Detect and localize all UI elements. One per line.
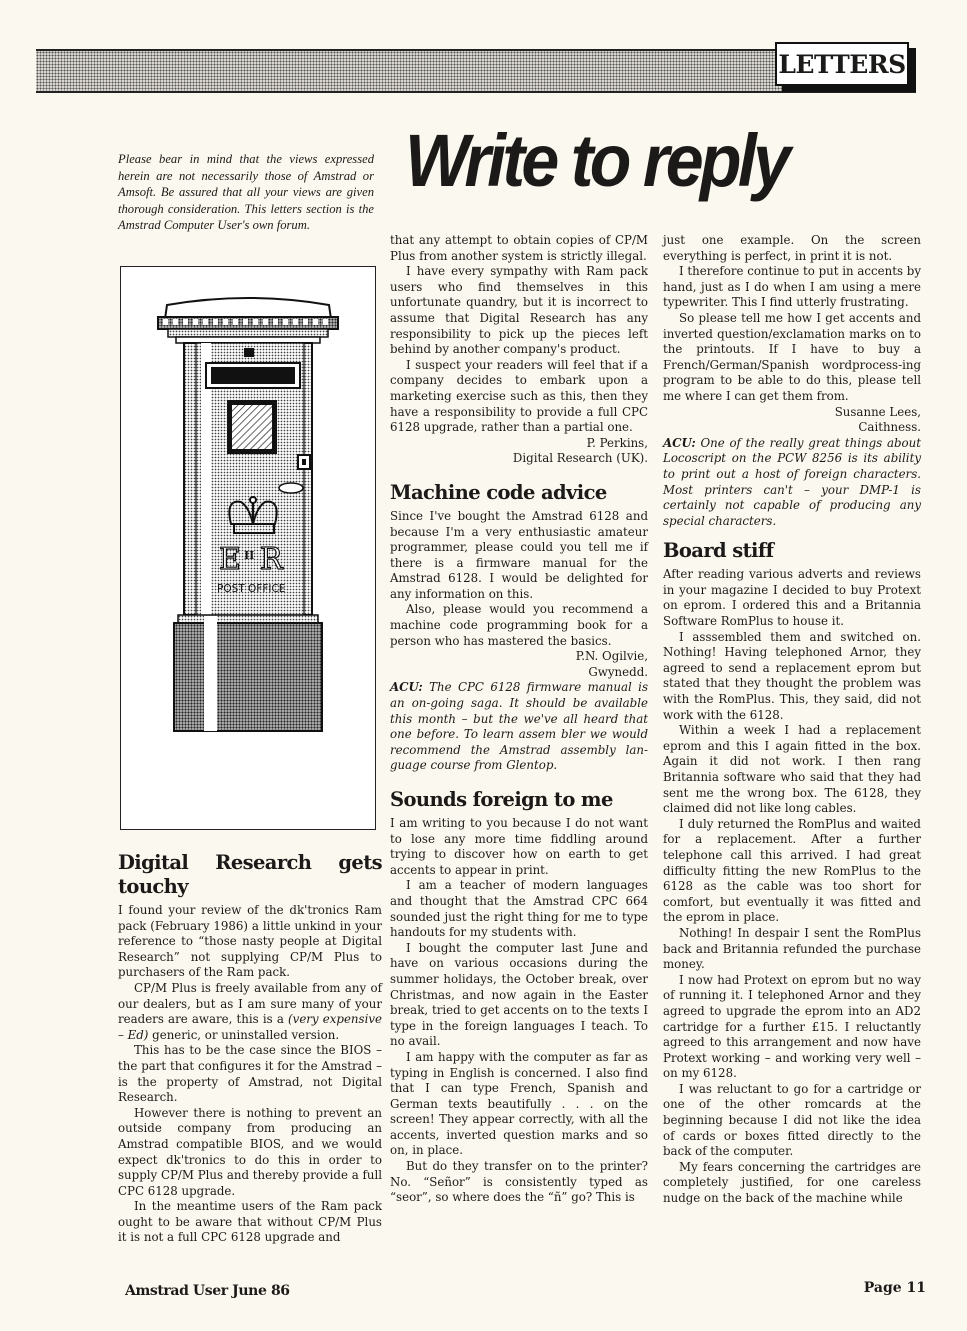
post-box-illustration <box>120 266 376 830</box>
page-title: Write to reply <box>405 119 788 202</box>
letter-paragraph: just one example. On the screen everything is perfect, in print it is not. <box>663 233 921 263</box>
letter-paragraph: In the meantime users of the Ram pack ought to be aware that without CP/M Plus it is not a full CPC 6128 upgrade and <box>118 1199 382 1245</box>
letter-paragraph: Since I've bought the Amstrad 6128 and because I'm a very enthusiastic amateur programmer, please could you tell me if there is a firmware manual for the Amstrad 6128. I would be delighted for any information on this. <box>390 508 648 601</box>
letter-paragraph: I therefore continue to put in accents by hand, just as I do when I am using a mere typewriter. This I find utterly frustrating. <box>663 264 921 310</box>
column-1 <box>118 851 382 1246</box>
reply-label: ACU: <box>390 680 423 695</box>
letter-heading: Board stiff <box>663 539 774 563</box>
letter-paragraph: This has to be the case since the BIOS – the part that configures it for the Amstrad – is the property of Amstrad, not Digital Research. <box>118 1043 382 1105</box>
letter-paragraph: I am a teacher of modern languages and thought that the Amstrad CPC 664 sounded just the right thing for me to type handouts for my students with. <box>390 878 648 940</box>
signature-name: P. Perkins, <box>586 435 648 450</box>
letter-paragraph: I suspect your readers will feel that if a company decides to embark upon a marketing exercise such as this, then they have a responsibility to provide a full CPC 6128 upgrade, rather than a partial one. <box>390 357 648 435</box>
reply-text: One of the really great things about Locoscript on the PCW 8256 is its ability to print out a host of foreign characters. Most printers can't – your DMP-1 is certainly not capable of producing any special characters. <box>663 435 921 528</box>
letter-paragraph: I was reluctant to go for a cartridge or one of the other romcards at the beginning because I did not like the idea of cards or boxes fitted directly to the back of the computer. <box>663 1081 921 1159</box>
letter-paragraph: I am writing to you because I do not want to lose any more time fiddling around trying to discover how on earth to get accents to appear in print. <box>390 816 648 877</box>
intro-disclaimer: Please bear in mind that the views expressed herein are not necessarily those of Amstrad or Amsoft. Be assured that all your views are given thorough consideration. This letters section is the Amstrad Computer User's own forum. <box>118 152 374 233</box>
letter-paragraph: I bought the computer last June and have on various occasions during the summer holidays, the October break, over Christmas, and now again in the Easter break, tried to get accents on to the texts I type in the foreign languages I teach. To no avail. <box>390 940 648 1049</box>
letter-paragraph: After reading various adverts and reviews in your magazine I decided to buy Protext on eprom. I ordered this and a Britannia Software RomPlus to house it. <box>663 567 921 629</box>
signature-location: Digital Research (UK). <box>512 451 648 466</box>
letter-paragraph: I have every sympathy with Ram pack users who find themselves in this unfortunate quandry, but it is incorrect to assume that Digital Research has any responsibility to pick up the pieces left behind by another company's product. <box>390 264 648 357</box>
letter-paragraph: Within a week I had a replacement eprom and this I again fitted in the box. Again it did not work. I then rang Britannia software who said that they had sent me the wrong box. The 6128, they claimed did not like long cables. <box>663 723 921 816</box>
signature-location: Gwynedd. <box>588 664 648 679</box>
letter-paragraph: Nothing! In despair I sent the RomPlus back and Britannia refunded the purchase money. <box>663 925 921 972</box>
letter-paragraph <box>118 981 382 1043</box>
signature-location: Caithness. <box>858 420 921 435</box>
section-label: LETTERS <box>775 42 909 86</box>
letter-paragraph: I duly returned the RomPlus and waited for a replacement. After a further telephone call this arrived. I had great difficulty fitting the new RomPlus to the 6128 as the cable was too short for comfort, but eventually it was fitted and the eprom in place. <box>663 816 921 925</box>
editor-aside: (very expensive – Ed) <box>118 1012 382 1042</box>
signature-name: P.N. Ogilvie, <box>575 649 648 664</box>
letter-paragraph: Also, please would you recommend a machine code programming book for a person who has mastered the basics. <box>390 602 648 648</box>
paragraph-text: generic, or uninstalled version. <box>148 1027 340 1042</box>
cipher-r: R <box>260 542 283 577</box>
reply-label: ACU: <box>663 435 696 450</box>
letter-paragraph: I now had Protext on eprom but no way of running it. I telephoned Arnor and they agreed to upgrade the eprom into an AD2 cartridge for a further £15. I reluctantly agreed to this arrangement and now have Protext working – and working very well – on my 6128. <box>663 972 921 1081</box>
paragraph-text: CP/M Plus is freely available from any of our dealers, but as I am sure many of your readers are aware, this is a <box>118 980 382 1027</box>
letter-paragraph: I am happy with the computer as far as typing in English is concerned. I also find that I can type French, Spanish and German texts beautifully . . . on the screen! They appear correctly, with all the accents, inverted question marks and so on, in place. <box>390 1049 648 1158</box>
reply-text: The CPC 6128 firmware manual is an on-going saga. It should be available this month – but the we've all heard that one before. To learn assem bler we would recommend the Amstrad assembly lan-guage course from Glentop. <box>390 680 648 773</box>
letter-paragraph: But do they transfer on to the printer? No. “Señor” is consistently typed as “seor”, so where does the “ñ” go? This is <box>390 1159 648 1205</box>
letter-paragraph: I found your review of the dk'tronics Ram pack (February 1986) a little unkind in your reference to “those nasty people at Digital Research” not supplying CP/M Plus to purchasers of the Ram pack. <box>118 903 382 980</box>
publication-footer: Amstrad User June 86 <box>125 1283 290 1299</box>
column-3 <box>663 233 921 1207</box>
letter-paragraph: I asssembled them and switched on. Nothing! Having telephoned Arnor, they agreed to send a replacement eprom but stated that they thought the problem was with the RomPlus. This, they said, did not work with the 6128. <box>663 629 921 722</box>
letter-paragraph: My fears concerning the cartridges are completely justified, for one careless nudge on the back of the machine while <box>663 1159 921 1206</box>
signature-name: Susanne Lees, <box>834 404 921 419</box>
letter-heading: Sounds foreign to me <box>390 788 613 811</box>
cipher-ii: II <box>244 549 255 562</box>
letter-paragraph: that any attempt to obtain copies of CP/M Plus from another system is strictly illegal. <box>390 233 648 263</box>
column-2 <box>390 233 648 1206</box>
letter-heading: Digital Research gets touchy <box>118 851 382 898</box>
post-box-icon <box>121 267 375 829</box>
letter-paragraph: However there is nothing to prevent an outside company from producing an Amstrad compatible BIOS, and we would expect dk'tronics to do this in order to supply CP/M Plus and thereby provide a full CPC 6128 upgrade. <box>118 1105 382 1198</box>
editor-reply <box>390 680 648 774</box>
cipher-e: E <box>219 542 241 577</box>
post-office-label: POST OFFICE <box>217 583 286 595</box>
letter-heading: Machine code advice <box>390 480 607 504</box>
editor-reply <box>663 436 921 530</box>
page-number: Page 11 <box>863 1280 926 1296</box>
letter-paragraph: So please tell me how I get accents and inverted question/exclamation marks on to the printouts. If I have to buy a French/German/Spanish wordprocess-ing program to be able to do this, please tell me where I can get them from. <box>663 310 921 403</box>
